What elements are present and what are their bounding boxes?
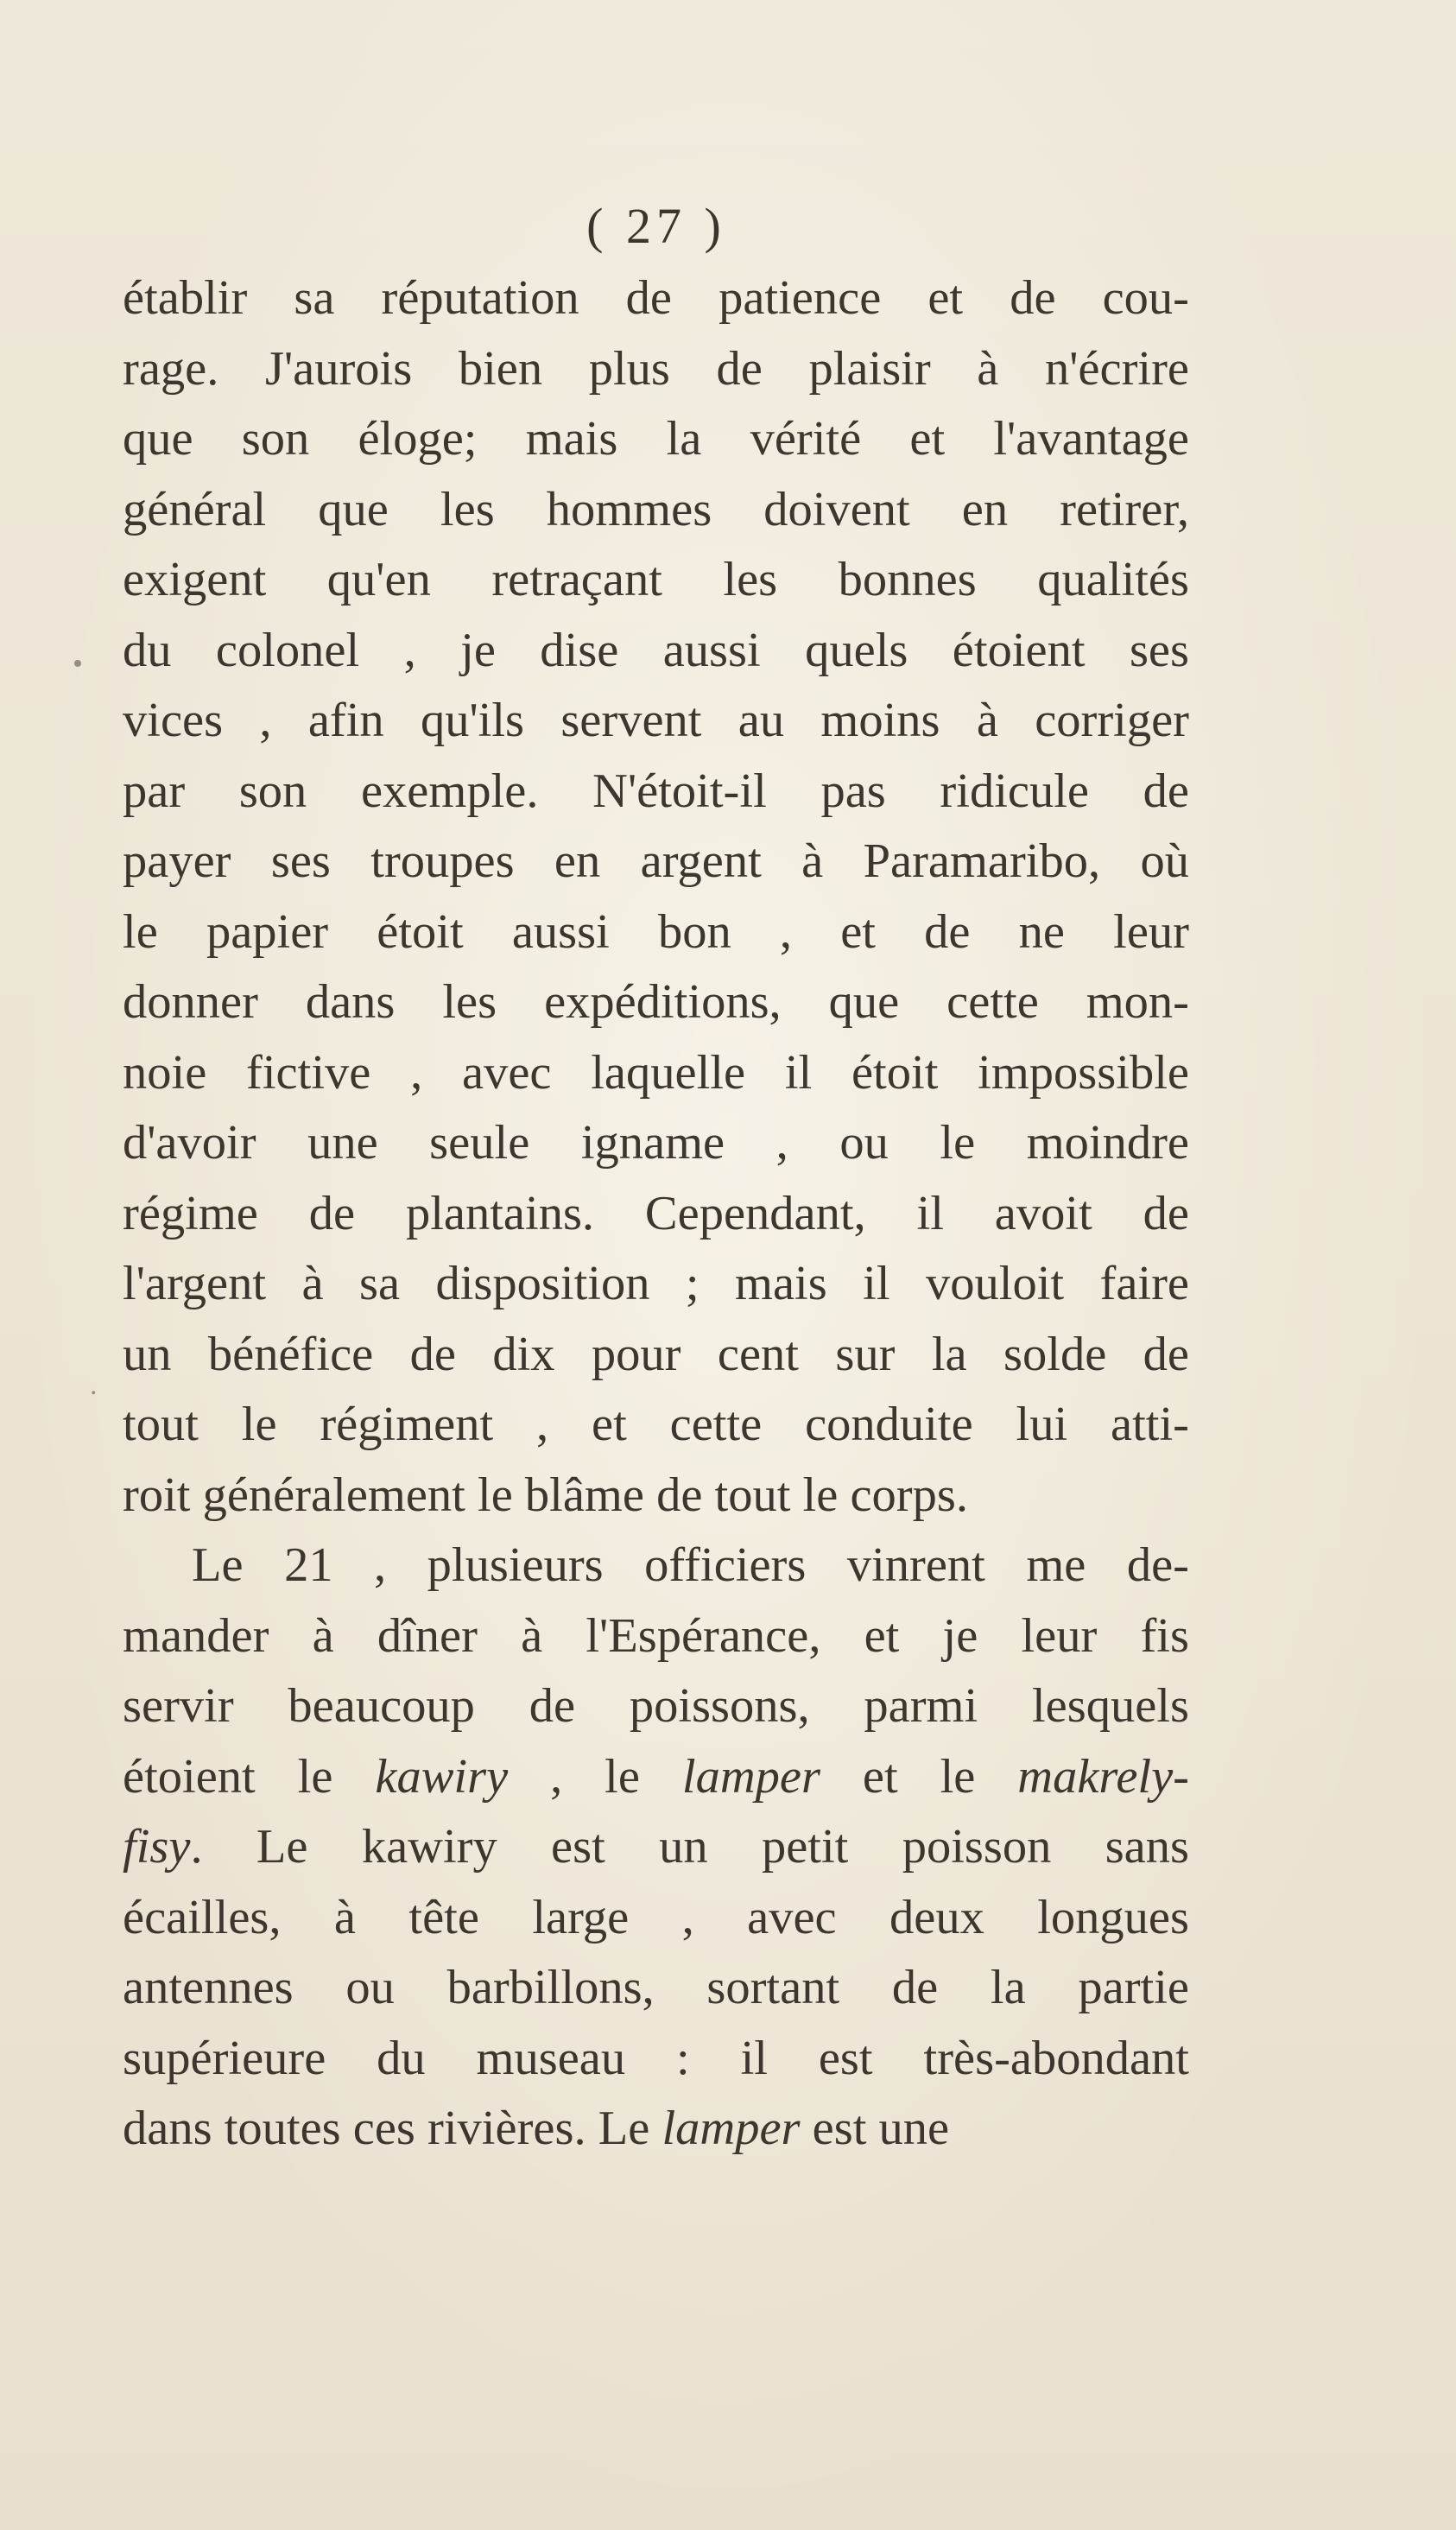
text-run: . Le kawiry est un petit poisson sans	[190, 1820, 1189, 1874]
text-run: dans toutes ces rivières. Le	[123, 2102, 662, 2155]
text-line	[123, 1742, 1189, 1813]
text-line: mander à dîner à l'Espérance, et je leur fis	[123, 1608, 1189, 1663]
text-line: noie fictive , avec laquelle il étoit impossible	[123, 1045, 1189, 1100]
margin-dot: •	[73, 648, 83, 680]
text-line: général que les hommes doivent en retirer,	[123, 482, 1189, 536]
fish-name-kawiry: kawiry	[375, 1749, 509, 1804]
page-number: ( 27 )	[586, 198, 726, 254]
text-line: exigent qu'en retraçant les bonnes qualités	[123, 553, 1189, 606]
text-line: que son éloge; mais la vérité et l'avantage	[123, 412, 1189, 466]
fish-name-lamper: lamper	[681, 1749, 820, 1804]
fish-name-lamper: lamper	[662, 2102, 801, 2155]
text-line	[123, 2094, 1189, 2165]
text-line: du colonel , je dise aussi quels étoient ses	[123, 623, 1189, 677]
text-line: écailles, à tête large , avec deux longues	[123, 1890, 1189, 1944]
text-line	[123, 1812, 1189, 1883]
text-line: antennes ou barbillons, sortant de la partie	[123, 1961, 1189, 2014]
text-line: un bénéfice de dix pour cent sur la solde de	[123, 1327, 1189, 1381]
text-line: roit généralement le blâme de tout le corps.	[123, 1468, 968, 1522]
text-line: le papier étoit aussi bon , et de ne leur	[123, 904, 1189, 959]
margin-dot: .	[90, 1369, 98, 1401]
text-line: par son exemple. N'étoit-il pas ridicule de	[123, 764, 1189, 818]
fish-name-makrely: makrely-	[1017, 1749, 1189, 1804]
text-line: servir beaucoup de poissons, parmi lesquels	[123, 1679, 1189, 1733]
text-run: est une	[800, 2102, 950, 2155]
text-run: , le	[508, 1749, 682, 1804]
text-line: rage. J'aurois bien plus de plaisir à n'écrire	[123, 341, 1189, 396]
text-line: Le 21 , plusieurs officiers vinrent me de-	[192, 1538, 1189, 1592]
text-line: supérieure du museau : il est très-abondant	[123, 2031, 1189, 2085]
body-text	[123, 263, 1189, 2165]
text-line: donner dans les expéditions, que cette mon-	[123, 975, 1189, 1029]
text-run: étoient le	[123, 1749, 376, 1804]
text-run: et le	[820, 1749, 1018, 1804]
text-line: l'argent à sa disposition ; mais il vouloit faire	[123, 1257, 1189, 1310]
text-line: établir sa réputation de patience et de cou-	[123, 271, 1189, 325]
text-line: d'avoir une seule igname , ou le moindre	[123, 1116, 1189, 1170]
fish-name-fisy: fisy	[123, 1820, 191, 1874]
text-line: payer ses troupes en argent à Paramaribo, où	[123, 834, 1189, 888]
text-line: tout le régiment , et cette conduite lui atti-	[123, 1398, 1189, 1451]
text-line: régime de plantains. Cependant, il avoit de	[123, 1186, 1189, 1240]
text-line: vices , afin qu'ils servent au moins à corriger	[123, 694, 1189, 747]
